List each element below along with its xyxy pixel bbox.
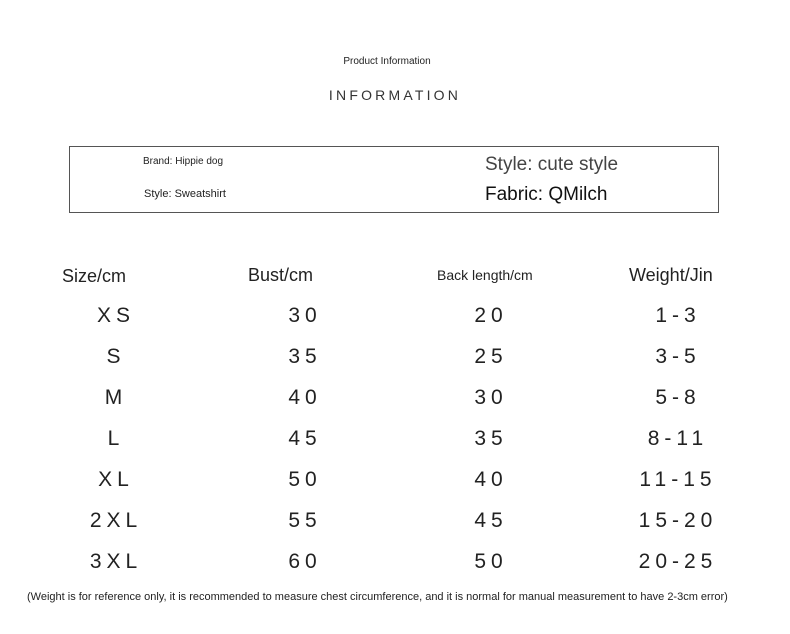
weight-cell: 5-8 bbox=[655, 386, 701, 409]
table-row bbox=[0, 427, 790, 468]
back-length-cell: 45 bbox=[474, 509, 508, 532]
back-length-column-header: Back length/cm bbox=[437, 267, 533, 283]
size-column-header: Size/cm bbox=[62, 266, 127, 286]
bust-cell: 60 bbox=[288, 550, 322, 573]
style-sweatshirt-text: Style: Sweatshirt bbox=[144, 188, 226, 200]
table-row bbox=[0, 468, 790, 509]
brand-text: Brand: Hippie dog bbox=[143, 156, 224, 167]
weight-cell: 20-25 bbox=[638, 550, 718, 573]
weight-cell: 8-11 bbox=[647, 427, 709, 450]
size-cell: 2XL bbox=[89, 509, 143, 532]
size-cell: XL bbox=[98, 468, 134, 491]
size-cell: 3XL bbox=[89, 550, 143, 573]
fabric-text: Fabric: QMilch bbox=[485, 184, 608, 205]
weight-cell: 1-3 bbox=[655, 304, 701, 327]
bust-cell: 40 bbox=[288, 386, 322, 409]
back-length-cell: 50 bbox=[474, 550, 508, 573]
measurement-footnote: (Weight is for reference only, it is recommended to measure chest circumference, and it is normal for manual measurement to have 2-3cm error) bbox=[27, 591, 728, 603]
bust-column-header: Bust/cm bbox=[248, 265, 314, 285]
back-length-cell: 35 bbox=[474, 427, 508, 450]
bust-cell: 35 bbox=[288, 345, 322, 368]
weight-cell: 15-20 bbox=[638, 509, 718, 532]
bust-cell: 55 bbox=[288, 509, 322, 532]
size-cell: M bbox=[104, 386, 128, 409]
weight-column-header: Weight/Jin bbox=[629, 265, 713, 285]
size-cell: L bbox=[107, 427, 125, 450]
bust-cell: 50 bbox=[288, 468, 322, 491]
back-length-cell: 25 bbox=[474, 345, 508, 368]
product-info-box bbox=[69, 146, 719, 213]
table-row bbox=[0, 304, 790, 345]
size-cell: S bbox=[106, 345, 126, 368]
bust-cell: 30 bbox=[288, 304, 322, 327]
information-heading: INFORMATION bbox=[328, 87, 462, 103]
bust-cell: 45 bbox=[288, 427, 322, 450]
style-cute-text: Style: cute style bbox=[485, 154, 619, 175]
table-row bbox=[0, 345, 790, 386]
product-information-title: Product Information bbox=[343, 56, 431, 67]
weight-cell: 3-5 bbox=[655, 345, 701, 368]
weight-cell: 11-15 bbox=[639, 468, 717, 491]
table-row bbox=[0, 550, 790, 591]
back-length-cell: 30 bbox=[474, 386, 508, 409]
back-length-cell: 40 bbox=[474, 468, 508, 491]
table-row bbox=[0, 509, 790, 550]
back-length-cell: 20 bbox=[474, 304, 508, 327]
size-cell: XS bbox=[96, 304, 135, 327]
table-row bbox=[0, 386, 790, 427]
